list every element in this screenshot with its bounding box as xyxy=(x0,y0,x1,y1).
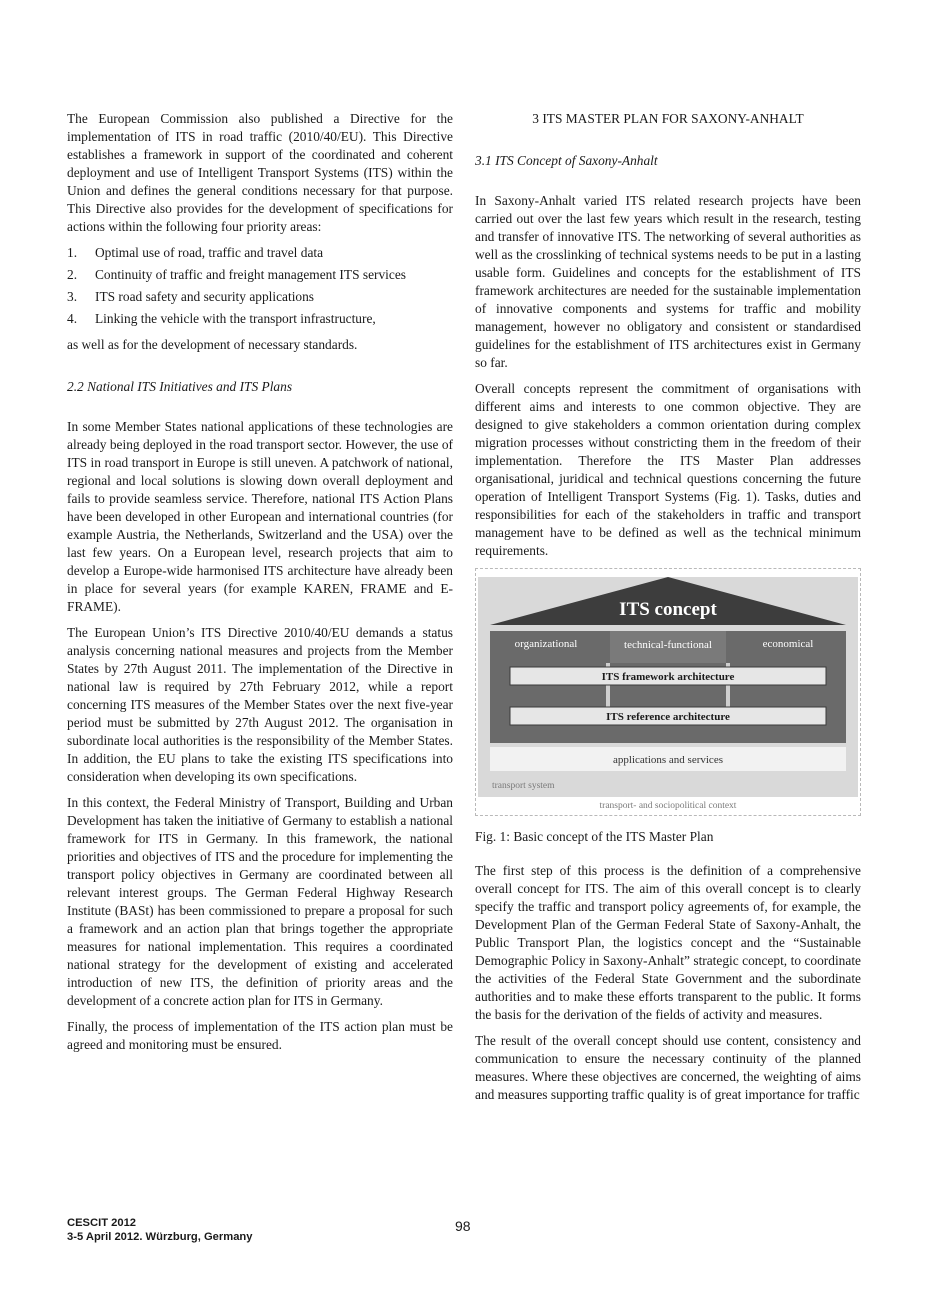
left-column xyxy=(67,110,453,1062)
list-number: 4. xyxy=(67,311,78,326)
pillar-left-label: organizational xyxy=(514,638,578,650)
footer-conference-name: CESCIT 2012 xyxy=(67,1217,137,1229)
section-heading-2-2: 2.2 National ITS Initiatives and ITS Plans xyxy=(67,379,293,394)
list-number: 2. xyxy=(67,267,78,282)
right-column xyxy=(475,110,861,1112)
section-title-3: 3 ITS MASTER PLAN FOR SAXONY-ANHALT xyxy=(532,111,804,126)
list-number: 1. xyxy=(67,245,78,260)
paragraph: In this context, the Federal Ministry of Transport, Building and Urban Development has taken the initiative of Germany to establish a national framework for ITS in Germany. In this framework, the national priorities and objectives of ITS and the procedure for implementing the transport policy objectives in Germany are coordinated between all relevant interest groups. The German Federal Highway Research Institute (BASt) has been commissioned to prepare a proposal for such a framework and an action plan that brings together the appropriate measures for national implementation. This requires a coordinated national strategy for the development of existing and accelerated introduction of new ITS, the definition of priority areas and the development of a concrete action plan for ITS in Germany. xyxy=(67,795,453,1008)
reference-architecture-label: ITS reference architecture xyxy=(606,711,730,723)
transport-system-label: transport system xyxy=(492,781,555,791)
applications-label: applications and services xyxy=(613,754,723,766)
list-number: 3. xyxy=(67,289,78,304)
list-item-text: Linking the vehicle with the transport infrastructure, xyxy=(95,311,376,326)
paragraph: The European Union’s ITS Directive 2010/40/EU demands a status analysis concerning national measures and projects from the Member States by 27th August 2011. The implementation of the Directive in national law is required by 27th February 2012, while a report concerning ITS measures of the Member States over the next five-year period must be submitted by 27th August 2012. The organisation in subordinate local authorities is the responsibility of the Member States. In addition, the EU plans to take the existing ITS specifications into consideration when developing its own specifications. xyxy=(67,625,453,784)
paragraph: In Saxony-Anhalt varied ITS related research projects have been carried out over the last few years which result in the research, testing and transfer of innovative ITS. The networking of several authorities as well as the crosslinking of technical systems needs to be put in a lasting usable form. Guidelines and concepts for the establishment of ITS framework architectures are needed for the sustainable implementation of innovative components and systems for traffic and mobility management, however no obligatory and consistent or standardised guidelines for the establishment of ITS architectures exist in Germany so far. xyxy=(475,193,861,370)
paragraph: The first step of this process is the definition of a comprehensive overall concept for ITS. The aim of this overall concept is to clearly specify the traffic and transport policy agreements of, for example, the Development Plan of the German Federal State of Saxony-Anhalt, the Public Transport Plan, the logistics concept and the “Sustainable Demographic Policy in Saxony-Anhalt” strategic concept, to coordinate the activities of the Federal State Government and the subordinate authorities and to make these efforts transparent to the public. It forms the basis for the derivation of the fields of activity and measures. xyxy=(475,863,861,1022)
its-concept-figure xyxy=(475,568,861,816)
list-item xyxy=(67,310,453,328)
list-item xyxy=(67,288,453,306)
paragraph: In some Member States national applications of these technologies are already being deployed in the road transport sector. However, the use of ITS in road transport in Europe is still uneven. A patchwork of national, regional and local solutions is slowing down overall deployment and fails to provide seamless service. Therefore, national ITS Action Plans have been developed in other European and international countries (for example Austria, the Netherlands, Switzerland and the USA) over the last few years. On a European level, research projects that aim to develop a Europe-wide harmonised ITS architecture have already been in place for several years (for example KAREN, FRAME and E-FRAME). xyxy=(67,419,453,614)
framework-architecture-label: ITS framework architecture xyxy=(601,671,735,683)
paragraph: The result of the overall concept should use content, consistency and communication to ensure the necessary continuity of the planned measures. Where these objectives are concerned, the weighting of aims and measures supporting traffic quality is of great importance for traffic xyxy=(475,1033,861,1102)
footer-conference-date: 3-5 April 2012. Würzburg, Germany xyxy=(67,1231,253,1243)
paragraph: as well as for the development of necessary standards. xyxy=(67,337,358,352)
its-concept-diagram xyxy=(476,569,860,815)
figure-caption: Fig. 1: Basic concept of the ITS Master Plan xyxy=(475,829,714,844)
pillar-right-label: economical xyxy=(762,638,814,650)
list-item-text: ITS road safety and security applications xyxy=(95,289,315,304)
list-item xyxy=(67,244,453,262)
priority-areas-list xyxy=(67,244,453,328)
paragraph: Finally, the process of implementation of the ITS action plan must be agreed and monitoring must be ensured. xyxy=(67,1019,453,1052)
paragraph: Overall concepts represent the commitment of organisations with different aims and interests to one common objective. They are designed to give stakeholders a common orientation during complex migration processes without constricting them in the freedom of their implementation. Therefore the ITS Master Plan addresses organisational, juridical and technical questions concerning the future operation of Intelligent Transport Systems (Fig. 1). Tasks, duties and responsibilities for each of the stakeholders in traffic and transport management have to be defined as well as the technical minimum requirements. xyxy=(475,381,861,558)
list-item xyxy=(67,266,453,284)
page-number: 98 xyxy=(455,1218,471,1234)
list-item-text: Continuity of traffic and freight management ITS services xyxy=(95,267,406,282)
pillar-middle-label: technical-functional xyxy=(624,639,712,651)
section-heading-3-1: 3.1 ITS Concept of Saxony-Anhalt xyxy=(475,153,658,168)
footer-conference xyxy=(67,1216,252,1244)
list-item-text: Optimal use of road, traffic and travel data xyxy=(95,245,324,260)
roof-title: ITS concept xyxy=(619,599,717,620)
paragraph: The European Commission also published a Directive for the implementation of ITS in road traffic (2010/40/EU). This Directive establishes a framework in support of the coordinated and coherent deployment and use of Intelligent Transport Systems (ITS) within the Union and defines the general conditions necessary for that purpose. This Directive also provides for the development of specifications for actions within the following four priority areas: xyxy=(67,111,453,234)
context-label: transport- and sociopolitical context xyxy=(599,801,737,811)
